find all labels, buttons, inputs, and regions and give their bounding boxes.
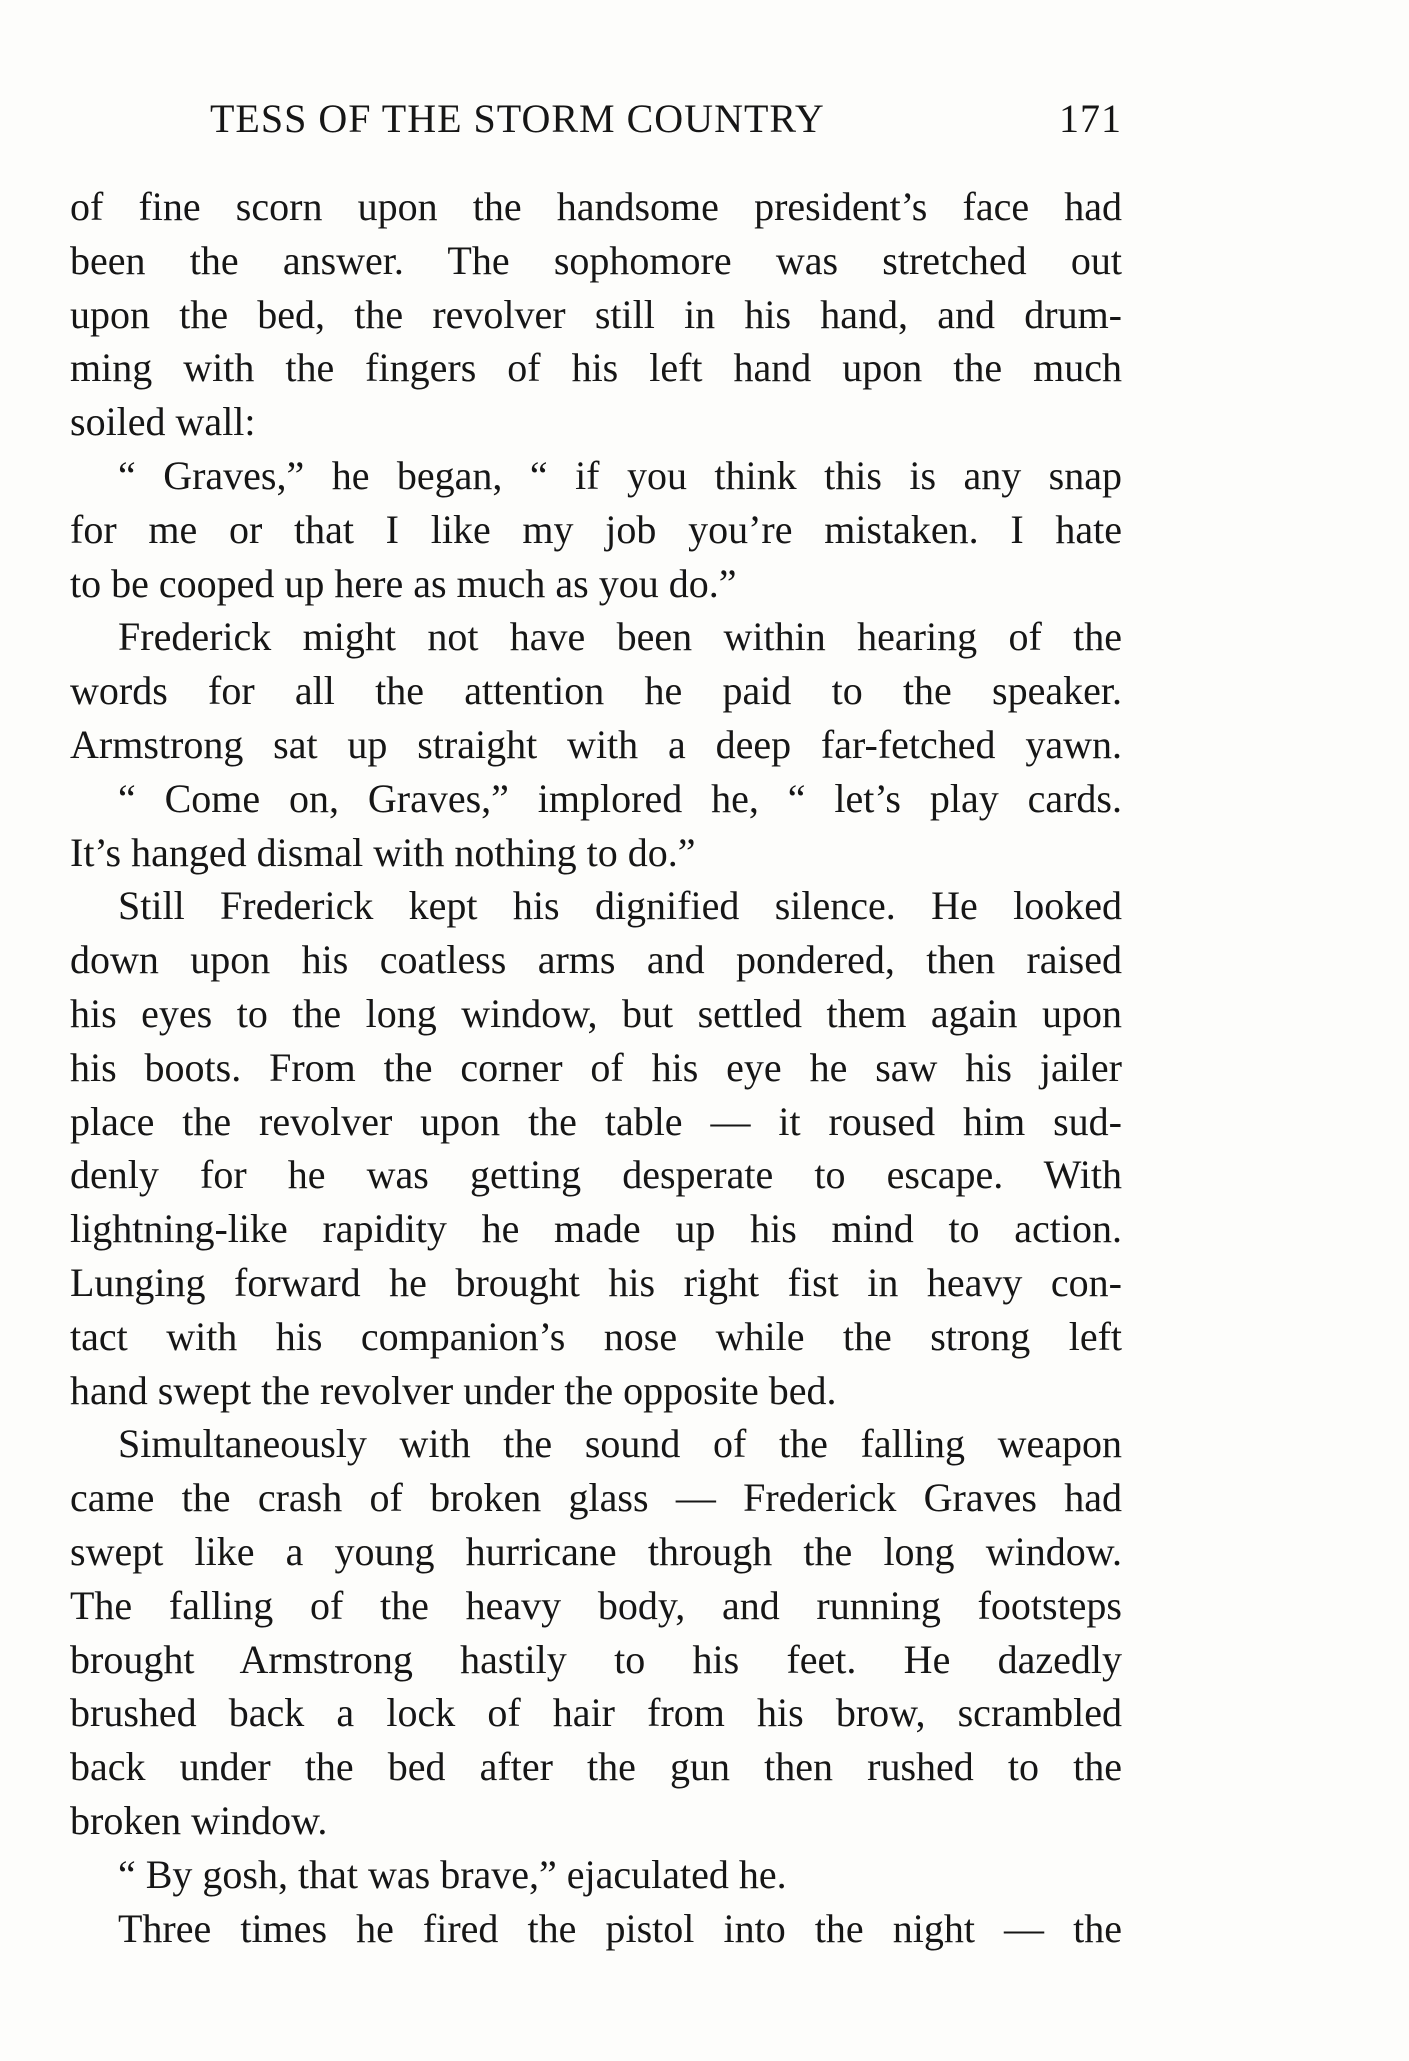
body-text (70, 180, 1122, 1955)
text-line: “ Come on, Graves,” implored he, “ let’s play cards. (118, 775, 1122, 821)
text-line: It’s hanged dismal with nothing to do.” (70, 829, 696, 875)
text-line: hand swept the revolver under the opposite bed. (70, 1367, 837, 1413)
text-line: his boots. From the corner of his eye he saw his jailer (70, 1044, 1122, 1090)
text-line: upon the bed, the revolver still in his hand, and drum- (70, 291, 1122, 337)
text-line: denly for he was getting desperate to escape. With (70, 1152, 1122, 1198)
text-line: brushed back a lock of hair from his brow, scrambled (70, 1690, 1122, 1736)
text-line: The falling of the heavy body, and running footsteps (70, 1582, 1122, 1628)
text-line: brought Armstrong hastily to his feet. He dazedly (70, 1636, 1122, 1682)
text-line: Still Frederick kept his dignified silence. He looked (118, 883, 1122, 929)
text-line: back under the bed after the gun then rushed to the (70, 1744, 1122, 1790)
text-line: soiled wall: (70, 399, 256, 445)
text-line: lightning-like rapidity he made up his mind to action. (70, 1206, 1122, 1252)
text-line: for me or that I like my job you’re mistaken. I hate (70, 506, 1122, 552)
running-title: TESS OF THE STORM COUNTRY (210, 96, 825, 141)
text-line: place the revolver upon the table — it roused him sud- (70, 1098, 1122, 1144)
text-line: down upon his coatless arms and pondered, then raised (70, 937, 1122, 983)
text-line: Simultaneously with the sound of the falling weapon (118, 1421, 1122, 1467)
text-line: tact with his companion’s nose while the strong left (70, 1313, 1122, 1359)
text-line: to be cooped up here as much as you do.” (70, 560, 737, 606)
text-line: swept like a young hurricane through the long window. (70, 1528, 1122, 1574)
text-line: “ Graves,” he began, “ if you think this is any snap (118, 452, 1122, 498)
text-line: Armstrong sat up straight with a deep far-fetched yawn. (70, 721, 1122, 767)
text-line: Lunging forward he brought his right fist in heavy con- (70, 1259, 1122, 1305)
text-line: broken window. (70, 1797, 328, 1843)
text-line: came the crash of broken glass — Frederick Graves had (70, 1475, 1122, 1521)
text-line: of fine scorn upon the handsome president’s face had (70, 184, 1122, 229)
text-line: Frederick might not have been within hearing of the (118, 614, 1122, 660)
page-number: 171 (1059, 96, 1122, 141)
text-line: been the answer. The sophomore was stretched out (70, 237, 1122, 283)
text-line: “ By gosh, that was brave,” ejaculated he. (118, 1851, 787, 1897)
running-head (210, 94, 1122, 144)
text-line: words for all the attention he paid to the speaker. (70, 668, 1122, 714)
text-line: his eyes to the long window, but settled them again upon (70, 990, 1122, 1036)
text-line: Three times he fired the pistol into the night — the (118, 1905, 1122, 1951)
text-line: ming with the fingers of his left hand upon the much (70, 345, 1122, 391)
